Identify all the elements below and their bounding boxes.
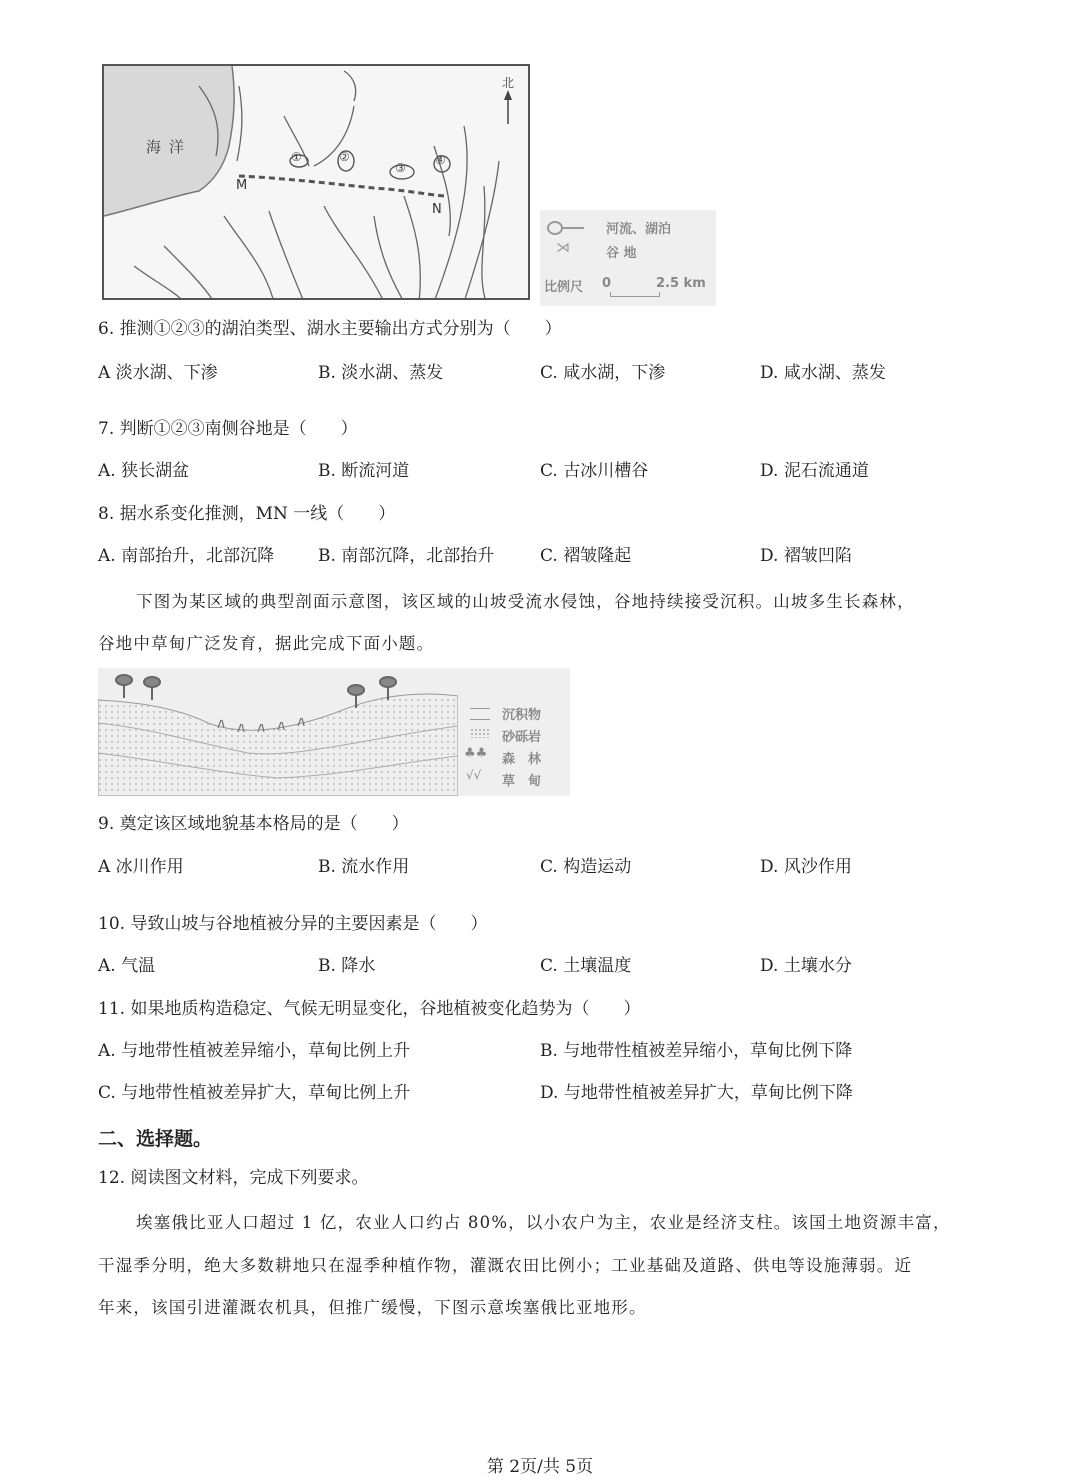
point-n-label: N <box>432 202 442 217</box>
question-7-stem: 7. 判断①②③南侧谷地是（ ） <box>98 419 358 439</box>
question-10-stem: 10. 导致山坡与谷地植被分异的主要因素是（ ） <box>98 914 488 934</box>
point-m-label: M <box>236 178 248 193</box>
legend-sediment: 沉积物 <box>502 708 542 723</box>
question-10-option-d: D. 土壤水分 <box>760 956 852 976</box>
question-8-option-a: A. 南部抬升，北部沉降 <box>98 546 275 566</box>
question-6-stem: 6. 推测①②③的湖泊类型、湖水主要输出方式分别为（ ） <box>98 319 562 339</box>
valley-legend-icon: ⋊ <box>556 240 570 256</box>
north-label: 北 <box>502 76 515 90</box>
question-8-option-c: C. 褶皱隆起 <box>540 546 632 566</box>
question-11-option-c: C. 与地带性植被差异扩大，草甸比例上升 <box>98 1083 411 1103</box>
river-lake-legend-icon <box>546 218 586 238</box>
legend-forest: 森 林 <box>502 752 542 767</box>
sandstone-legend-icon <box>470 728 490 738</box>
lake-label-2: ② <box>339 150 350 164</box>
question-6-option-a: A 淡水湖、下渗 <box>98 363 218 383</box>
question-6-option-c: C. 咸水湖，下渗 <box>540 363 666 383</box>
intro-paragraph-line-1: 下图为某区域的典型剖面示意图，该区域的山坡受流水侵蚀，谷地持续接受沉积。山坡多生长森林， <box>136 592 915 611</box>
question-10-option-a: A. 气温 <box>98 956 156 976</box>
question-7-option-b: B. 断流河道 <box>318 461 410 481</box>
question-7-option-c: C. 古冰川槽谷 <box>540 461 649 481</box>
meadow-legend-icon: √√ <box>466 768 482 782</box>
forest-legend-icon: ♣♣ <box>464 746 488 761</box>
lake-label-1: ① <box>291 150 302 164</box>
legend-scale-value: 2.5 km <box>656 276 706 291</box>
question-7-option-d: D. 泥石流通道 <box>760 461 869 481</box>
question-6-option-b: B. 淡水湖、蒸发 <box>318 363 444 383</box>
legend-sandstone: 砂砾岩 <box>502 730 542 745</box>
ocean-label: 海洋 <box>146 138 193 156</box>
question-10-option-c: C. 土壤温度 <box>540 956 632 976</box>
question-11-option-b: B. 与地带性植被差异缩小，草甸比例下降 <box>540 1041 853 1061</box>
question-6-option-d: D. 咸水湖、蒸发 <box>760 363 886 383</box>
section-2-title: 二、选择题。 <box>98 1128 213 1150</box>
legend-scale-label: 比例尺 <box>544 280 584 295</box>
lake-label-3: ③ <box>395 161 406 175</box>
lake-label-4: ④ <box>435 153 446 167</box>
legend-river-lake: 河流、湖泊 <box>606 222 672 237</box>
legend-valley: 谷 地 <box>606 246 637 261</box>
question-8-stem: 8. 据水系变化推测，MN 一线（ ） <box>98 504 396 524</box>
profile-drawing <box>98 668 458 796</box>
profile-figure <box>98 668 570 796</box>
map-legend <box>540 210 716 306</box>
page-number-footer: 第 2页/共 5页 <box>486 1457 594 1477</box>
question-10-option-b: B. 降水 <box>318 956 376 976</box>
question-7-option-a: A. 狭长湖盆 <box>98 461 190 481</box>
question-9-option-b: B. 流水作用 <box>318 857 410 877</box>
q12-paragraph-line-2: 干湿季分明，绝大多数耕地只在湿季种植作物，灌溉农田比例小；工业基础及道路、供电等设施薄弱。近 <box>98 1256 913 1275</box>
intro-paragraph-line-2: 谷地中草甸广泛发育，据此完成下面小题。 <box>98 634 435 653</box>
question-11-stem: 11. 如果地质构造稳定、气候无明显变化，谷地植被变化趋势为（ ） <box>98 999 641 1019</box>
sediment-legend-icon <box>470 708 490 720</box>
question-9-option-d: D. 风沙作用 <box>760 857 852 877</box>
legend-meadow: 草 甸 <box>502 774 542 789</box>
river-map-figure <box>102 64 530 300</box>
question-12-stem: 12. 阅读图文材料，完成下列要求。 <box>98 1168 369 1188</box>
question-8-option-d: D. 褶皱凹陷 <box>760 546 852 566</box>
q12-paragraph-line-3: 年来，该国引进灌溉农机具，但推广缓慢，下图示意埃塞俄比亚地形。 <box>98 1298 647 1317</box>
question-11-option-d: D. 与地带性植被差异扩大，草甸比例下降 <box>540 1083 853 1103</box>
q12-paragraph-line-1: 埃塞俄比亚人口超过 1 亿，农业人口约占 80%，以小农户为主，农业是经济支柱。该国土地资源丰富， <box>136 1213 951 1232</box>
question-8-option-b: B. 南部沉降，北部抬升 <box>318 546 495 566</box>
legend-scale-zero: 0 <box>602 276 612 291</box>
question-9-option-a: A 冰川作用 <box>98 857 184 877</box>
question-9-option-c: C. 构造运动 <box>540 857 632 877</box>
question-11-option-a: A. 与地带性植被差异缩小，草甸比例上升 <box>98 1041 411 1061</box>
question-9-stem: 9. 奠定该区域地貌基本格局的是（ ） <box>98 814 409 834</box>
scale-bar <box>610 292 660 297</box>
river-map-drawing <box>104 66 530 300</box>
